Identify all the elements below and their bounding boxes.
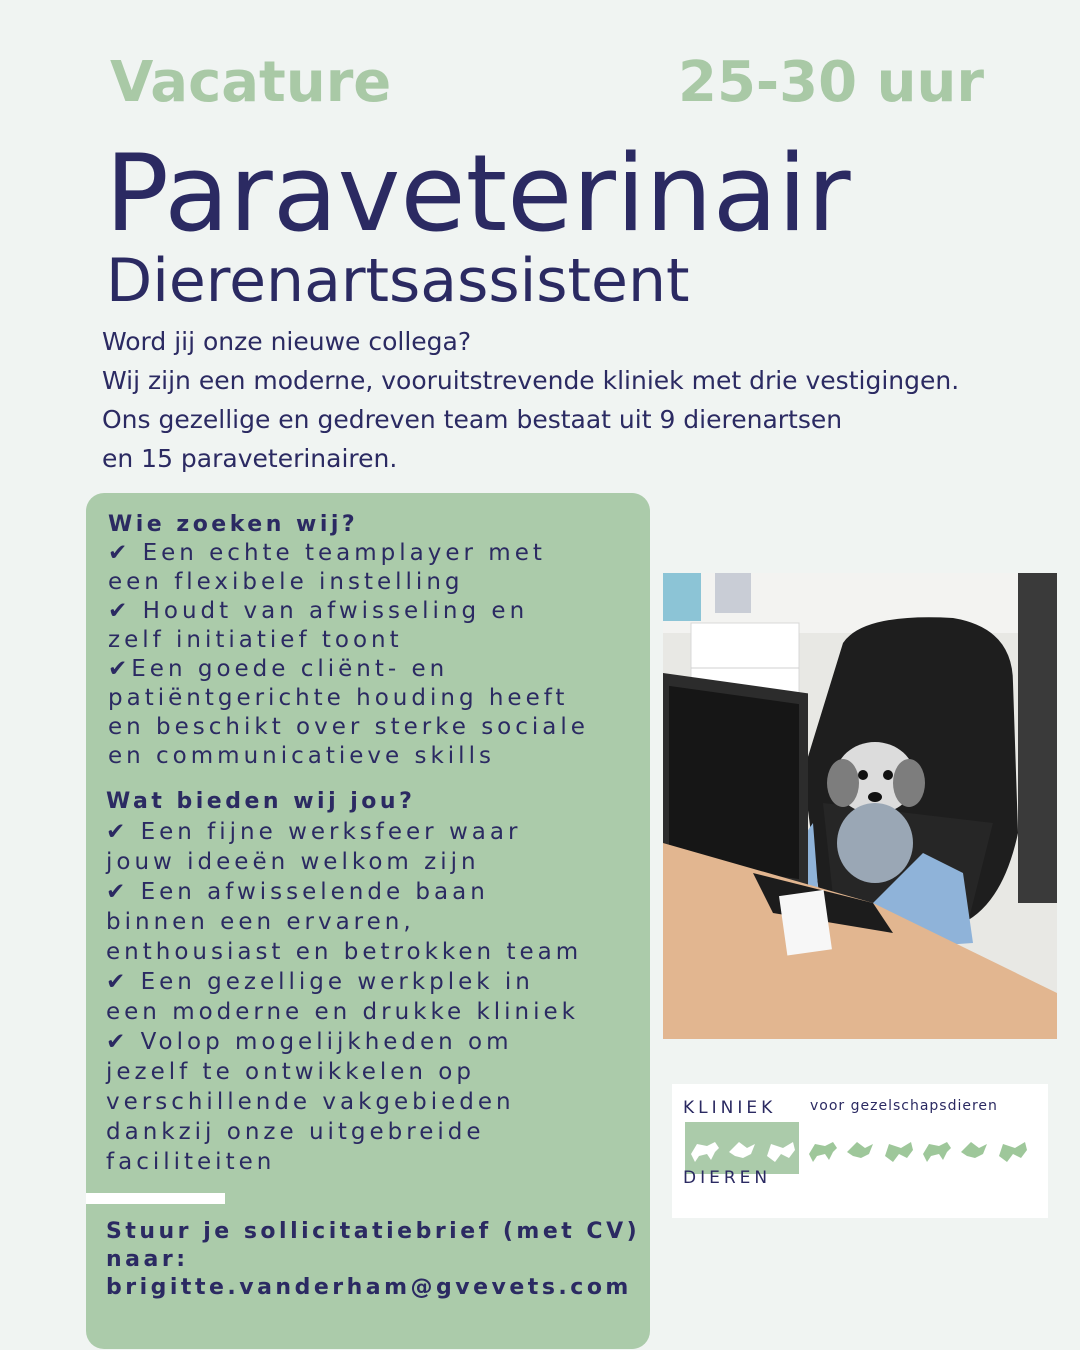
seeking-section	[108, 510, 589, 771]
offer-line: faciliteiten	[106, 1149, 276, 1175]
logo-word-bottom: DIEREN	[683, 1168, 772, 1188]
page-subtitle: Dierenartsassistent	[106, 246, 690, 316]
offer-line: jezelf te ontwikkelen op	[106, 1059, 475, 1085]
photo-illustration	[663, 573, 1057, 1039]
seeking-line: ✔Een goede cliënt- en	[108, 656, 449, 682]
office-dog-photo	[663, 573, 1057, 1039]
application-cta	[106, 1218, 640, 1302]
offer-line: jouw ideeën welkom zijn	[106, 849, 480, 875]
seeking-line: en beschikt over sterke sociale	[108, 714, 589, 740]
offer-line: ✔ Volop mogelijkheden om	[106, 1029, 513, 1055]
offer-line: enthousiast en betrokken team	[106, 939, 583, 965]
offer-line: ✔ Een fijne werksfeer waar	[106, 819, 522, 845]
seeking-line: patiëntgerichte houding heeft	[108, 685, 569, 711]
seeking-line: ✔ Een echte teamplayer met	[108, 540, 546, 566]
offer-line: ✔ Een afwisselende baan	[106, 879, 489, 905]
logo-word-top: KLINIEK	[683, 1098, 777, 1118]
seeking-heading: Wie zoeken wij?	[108, 512, 359, 537]
intro-line: Word jij onze nieuwe collega?	[102, 327, 472, 356]
intro-text	[102, 322, 1062, 478]
cta-line: naar:	[106, 1247, 189, 1272]
page-title: Paraveterinair	[105, 132, 851, 255]
offer-heading: Wat bieden wij jou?	[106, 789, 416, 814]
seeking-line: en communicatieve skills	[108, 743, 495, 769]
seeking-line: ✔ Houdt van afwisseling en	[108, 598, 529, 624]
animal-silhouettes-icon	[685, 1124, 1035, 1174]
intro-line: Ons gezellige en gedreven team bestaat uit 9 dierenartsen	[102, 405, 843, 434]
offer-line: binnen een ervaren,	[106, 909, 415, 935]
offer-line: een moderne en drukke kliniek	[106, 999, 579, 1025]
hours-label: 25-30 uur	[678, 50, 984, 115]
clinic-logo	[672, 1084, 1048, 1218]
seeking-line: zelf initiatief toont	[108, 627, 403, 653]
intro-line: Wij zijn een moderne, vooruitstrevende kliniek met drie vestigingen.	[102, 366, 960, 395]
divider	[86, 1193, 225, 1204]
contact-email[interactable]: brigitte.vanderham@gvevets.com	[106, 1275, 632, 1300]
cta-line: Stuur je sollicitatiebrief (met CV)	[106, 1219, 641, 1244]
offer-line: verschillende vakgebieden	[106, 1089, 515, 1115]
offer-section	[106, 787, 582, 1177]
offer-line: dankzij onze uitgebreide	[106, 1119, 485, 1145]
vacancy-label: Vacature	[110, 50, 392, 115]
offer-line: ✔ Een gezellige werkplek in	[106, 969, 534, 995]
logo-tagline: voor gezelschapsdieren	[810, 1098, 998, 1114]
seeking-line: een flexibele instelling	[108, 569, 464, 595]
intro-line: en 15 paraveterinairen.	[102, 444, 398, 473]
